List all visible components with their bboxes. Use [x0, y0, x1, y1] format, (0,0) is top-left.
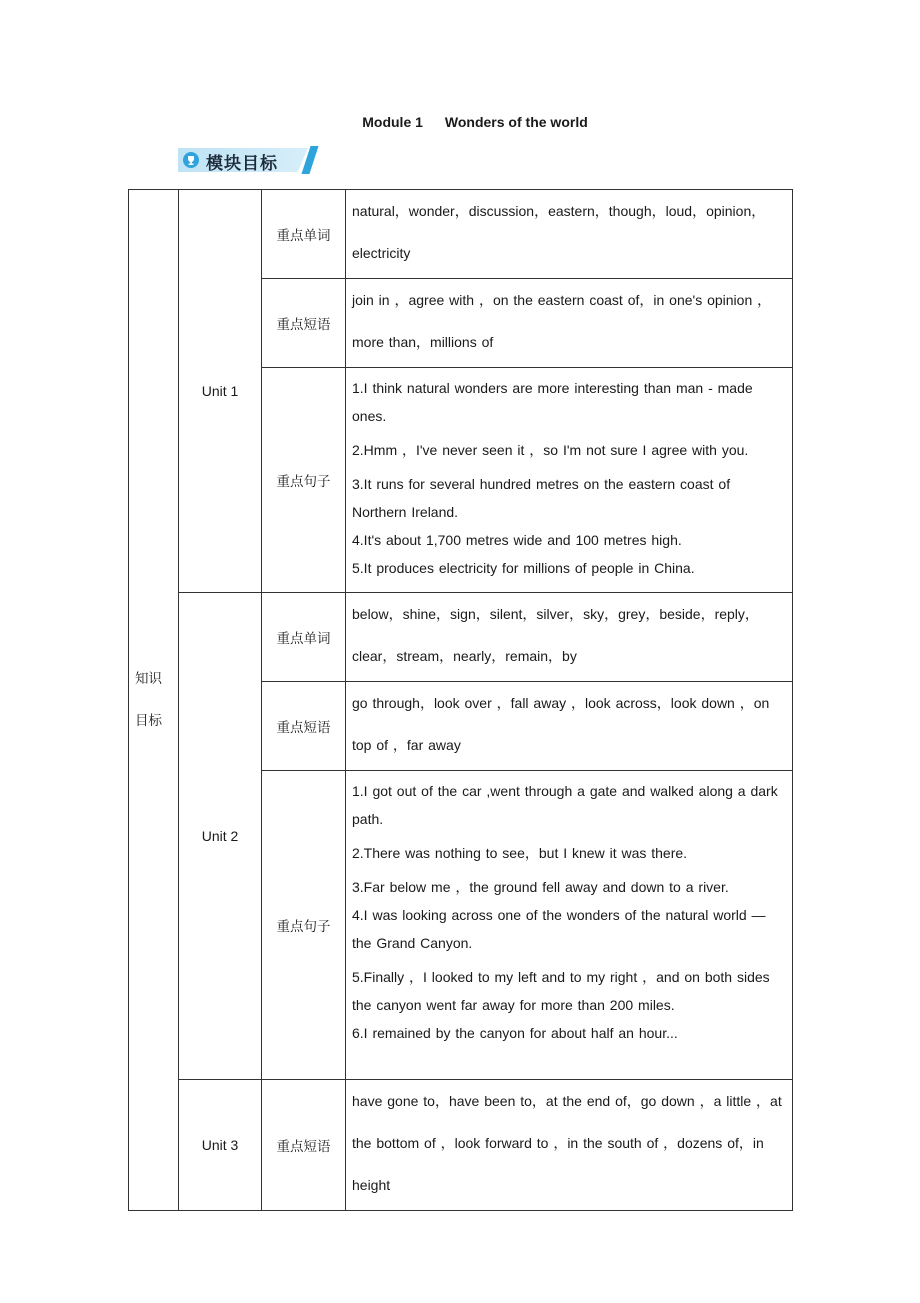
unit-cell: Unit 2: [179, 593, 262, 1080]
content-cell: natural，wonder，discussion，eastern，though，loud，opinion，electricity: [346, 190, 793, 279]
sentence: 1.I got out of the car ,went through a gate and walked along a dark path.: [352, 783, 778, 827]
sentence: 4.It's about 1,700 metres wide and 100 metres high.: [352, 532, 682, 548]
banner-label: 模块目标: [206, 154, 278, 174]
sentence: 5.It produces electricity for millions of people in China.: [352, 560, 695, 576]
sentence: 3.It runs for several hundred metres on the eastern coast of Northern Ireland.: [352, 476, 731, 520]
type-cell: 重点单词: [262, 190, 346, 279]
trophy-icon: [183, 152, 199, 168]
sentence: 3.Far below me ，the ground fell away and down to a river.: [352, 879, 729, 895]
table-row: [129, 1080, 793, 1211]
content-cell: [346, 771, 793, 1080]
type-cell: 重点短语: [262, 1080, 346, 1211]
category-line: 目标: [135, 713, 162, 729]
knowledge-table: [128, 189, 793, 1211]
module-number: Module 1: [362, 114, 423, 130]
sentence: 2.There was nothing to see，but I knew it was there.: [352, 845, 688, 861]
type-cell: 重点句子: [262, 368, 346, 593]
content-cell: join in ，agree with ，on the eastern coast of，in one's opinion ，more than，millions of: [346, 279, 793, 368]
sentence: 1.I think natural wonders are more interesting than man - made ones.: [352, 380, 753, 424]
sentence: 4.I was looking across one of the wonders of the natural world — the Grand Canyon.: [352, 907, 766, 951]
unit-cell: Unit 1: [179, 190, 262, 593]
type-cell: 重点短语: [262, 682, 346, 771]
content-cell: below，shine，sign，silent，silver，sky，grey，beside，reply，clear，stream，nearly，remain，by: [346, 593, 793, 682]
type-cell: 重点短语: [262, 279, 346, 368]
table-row: [129, 190, 793, 279]
module-title: Wonders of the world: [444, 114, 588, 130]
type-cell: 重点句子: [262, 771, 346, 1080]
category-cell: [129, 190, 179, 1211]
type-cell: 重点单词: [262, 593, 346, 682]
sentence: 6.I remained by the canyon for about half an hour...: [352, 1025, 678, 1041]
table-row: [129, 593, 793, 682]
unit-cell: Unit 3: [179, 1080, 262, 1211]
category-line: 知识: [135, 671, 162, 687]
page-title: [0, 114, 920, 130]
sentence: 2.Hmm ，I've never seen it ，so I'm not sure I agree with you.: [352, 442, 749, 458]
section-banner: [178, 146, 318, 174]
sentence: 5.Finally ，I looked to my left and to my right ，and on both sides the canyon went far away for more than 200 miles.: [352, 969, 770, 1013]
content-cell: have gone to，have been to，at the end of，go down ，a little ，at the bottom of ，look forward to ，in the south of ，dozens of，in height: [346, 1080, 793, 1211]
content-cell: go through，look over ，fall away ，look across，look down ，on top of ，far away: [346, 682, 793, 771]
content-cell: [346, 368, 793, 593]
